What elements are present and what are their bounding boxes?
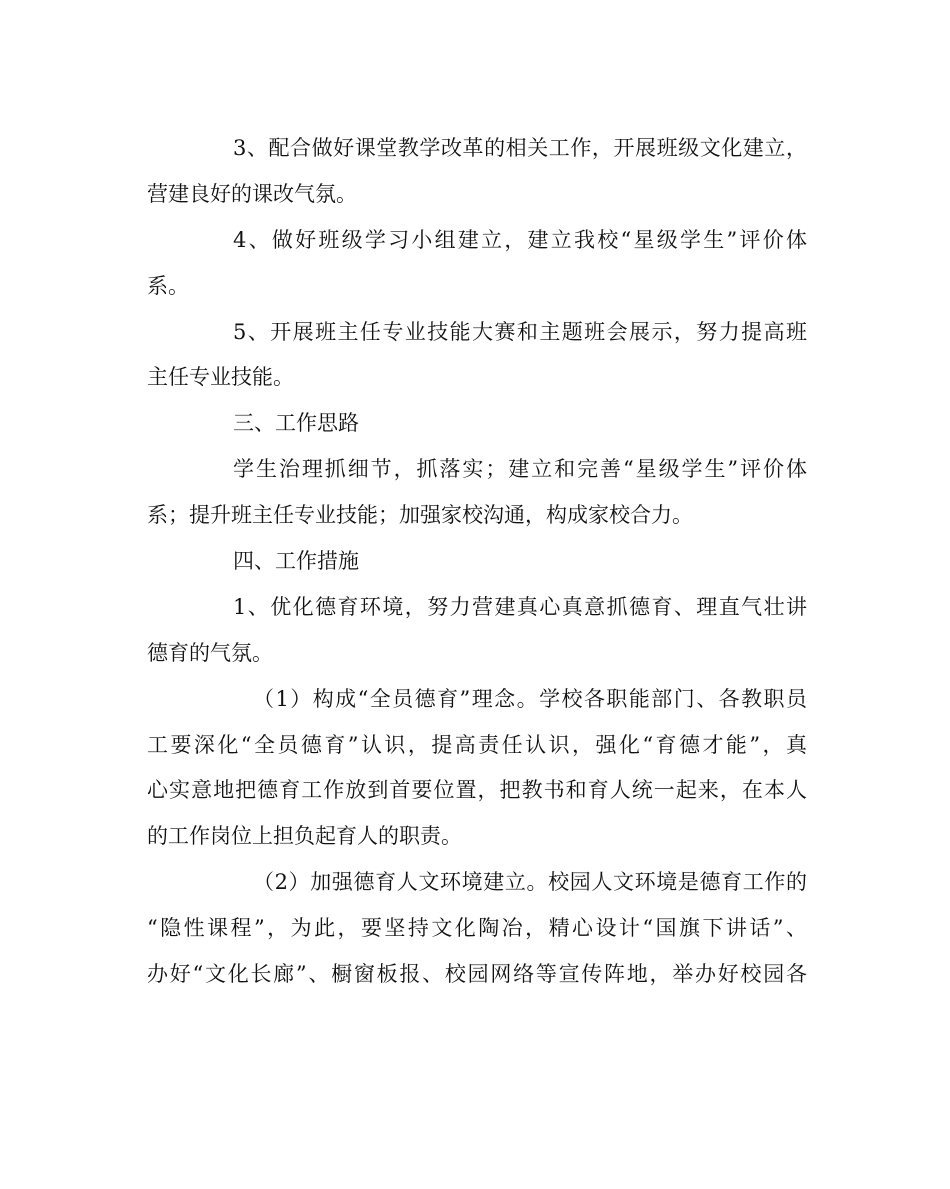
measure-1-sub-2-line-3: 办好“文化长廊”、橱窗板报、校园网络等宣传阵地，举办好校园各 (147, 962, 807, 987)
section-heading-work-approach: 三、工作思路 (233, 411, 359, 436)
paragraph-item-4-line-2: 系。 (147, 273, 189, 298)
measure-1-sub-1-line-3: 心实意地把德育工作放到首要位置，把教书和育人统一起来，在本人 (147, 778, 807, 803)
measure-1-sub-1-line-1: （1）构成“全员德育”理念。学校各职能部门、各教职员 (253, 686, 807, 711)
measure-1-sub-1-line-2: 工要深化“全员德育”认识，提高责任认识，强化“育德才能”，真 (147, 732, 807, 757)
measure-1-sub-2-line-1: （2）加强德育人文环境建立。校园人文环境是德育工作的 (253, 870, 807, 895)
paragraph-item-4-line-1: 4、做好班级学习小组建立，建立我校“星级学生”评价体 (233, 227, 807, 252)
paragraph-item-5-line-2: 主任专业技能。 (147, 365, 294, 390)
paragraph-item-5-line-1: 5、开展班主任专业技能大赛和主题班会展示，努力提高班 (233, 319, 807, 344)
paragraph-item-3-line-1: 3、配合做好课堂教学改革的相关工作，开展班级文化建立， (233, 136, 807, 160)
measure-1-sub-1-line-4: 的工作岗位上担负起育人的职责。 (147, 824, 462, 849)
work-approach-line-1: 学生治理抓细节，抓落实；建立和完善“星级学生”评价体 (233, 457, 807, 482)
measure-1-line-1: 1、优化德育环境，努力营建真心真意抓德育、理直气壮讲 (233, 594, 807, 619)
paragraph-item-3-line-2: 营建良好的课改气氛。 (147, 181, 357, 206)
work-approach-line-2: 系；提升班主任专业技能；加强家校沟通，构成家校合力。 (147, 503, 693, 528)
document-body (147, 126, 807, 998)
measure-1-line-2: 德育的气氛。 (147, 640, 273, 665)
section-heading-work-measures: 四、工作措施 (233, 549, 359, 574)
measure-1-sub-2-line-2: “隐性课程”，为此，要坚持文化陶冶，精心设计“国旗下讲话”、 (147, 916, 807, 941)
